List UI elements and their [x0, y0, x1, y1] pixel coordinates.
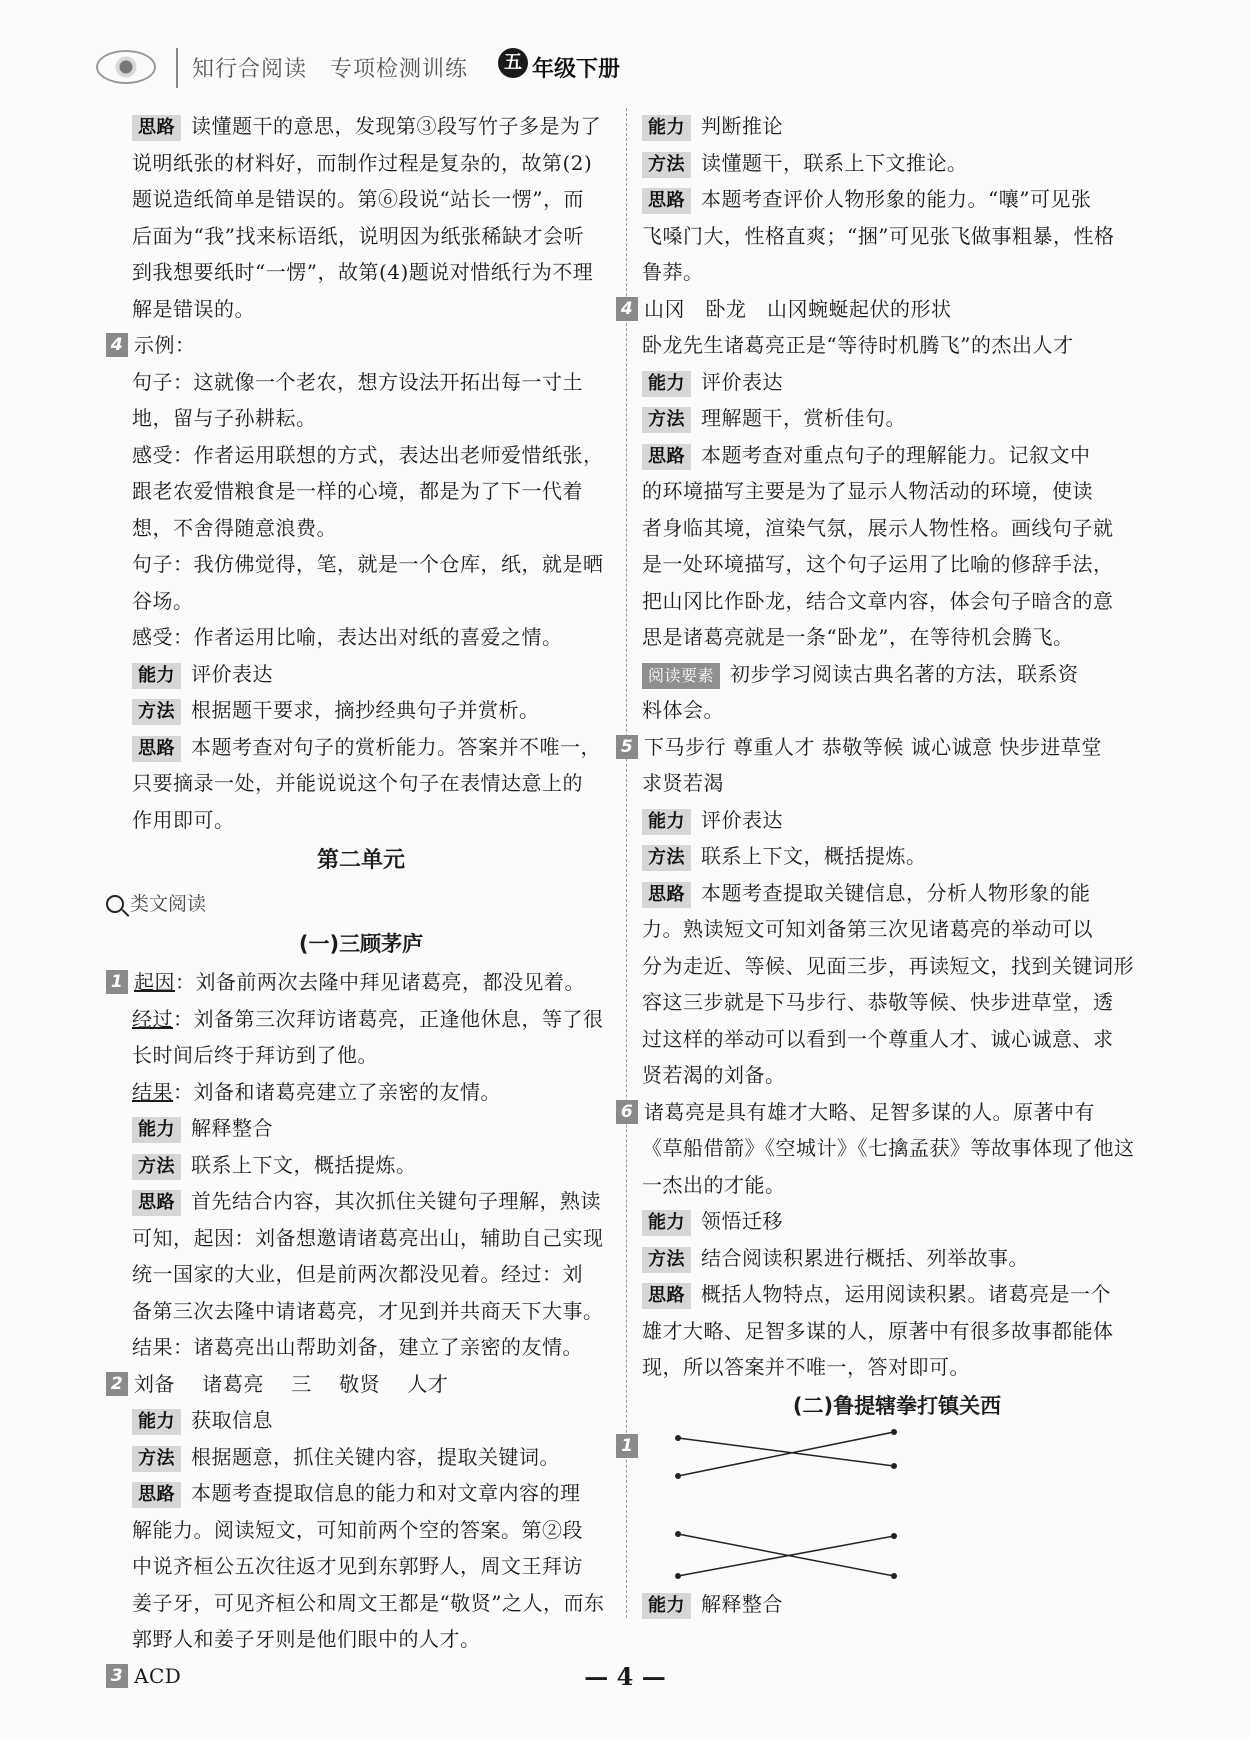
question-number: 1 [106, 970, 128, 994]
right-column [620, 108, 1152, 1622]
category-heading: 类文阅读 [106, 884, 616, 924]
s1q5-nengli: 能力 评价表达 [642, 802, 1152, 839]
s1q3-fangfa: 方法 读懂题干，联系上下文推论。 [642, 145, 1152, 182]
label-nengli: 能力 [642, 115, 691, 141]
text-line: 《草船借箭》《空城计》《七擒孟获》等故事体现了他这 [642, 1136, 1135, 1160]
s1q5-silu: 思路 本题考查提取关键信息，分析人物形象的能 [642, 875, 1152, 912]
match-dot [891, 1463, 897, 1469]
text-line: 解能力。阅读短文，可知前两个空的答案。第②段 [132, 1517, 583, 1542]
question-number: 4 [106, 333, 128, 357]
text-line: 后面为“我”找来标语纸，说明因为纸张稀缺才会听 [132, 223, 584, 248]
column-divider [626, 108, 627, 1618]
text-line: 跟老农爱惜粮食是一样的心境，都是为了下一代着 [132, 479, 583, 503]
publisher-logo-icon [96, 50, 156, 84]
s1q5-fangfa: 方法 联系上下文，概括提炼。 [642, 838, 1152, 875]
text-line: 现，所以答案并不唯一，答对即可。 [642, 1355, 970, 1379]
s1q6-answer: 6 诸葛亮是具有雄才大略、足智多谋的人。原著中有 [616, 1094, 1152, 1131]
left-column [106, 108, 616, 1694]
s1q1-cause: 1 起因：刘备前两次去隆中拜见诸葛亮，都没见着。 [106, 964, 616, 1001]
label-fangfa: 方法 [642, 845, 691, 871]
text-line: 姜子牙，可见齐桓公和周文王都是“敬贤”之人，而东 [132, 1590, 605, 1615]
text-line: 一杰出的才能。 [642, 1172, 786, 1197]
magnifier-icon [106, 895, 124, 913]
text-line: 句子：这就像一个老农，想方设法开拓出每一寸土 [132, 369, 583, 394]
s1q3-nengli: 能力 判断推论 [642, 108, 1152, 145]
label-fangfa: 方法 [132, 699, 181, 725]
match-dot [891, 1533, 897, 1539]
text-line: 求贤若渴 [642, 771, 724, 795]
s1q4-yaosu: 阅读要素 初步学习阅读古典名著的方法，联系资 [642, 656, 1152, 693]
label-yaosu: 阅读要素 [642, 663, 720, 689]
section-title: (一)三顾茅庐 [298, 932, 424, 956]
s1q3-silu: 思路 本题考查评价人物形象的能力。“嚷”可见张 [642, 181, 1152, 218]
page-header [96, 48, 656, 90]
label-silu: 思路 [642, 188, 691, 214]
text-line: 思是诸葛亮就是一条“卧龙”，在等待机会腾飞。 [642, 625, 1074, 649]
s1q2-fangfa: 方法 根据题意，抓住关键内容，提取关键词。 [106, 1439, 616, 1476]
label-fangfa: 方法 [642, 1247, 691, 1273]
label-fangfa: 方法 [642, 152, 691, 178]
page-number: — 4 — [584, 1662, 666, 1691]
q4-nengli: 能力 评价表达 [106, 656, 616, 693]
text-line: 感受：作者运用比喻，表达出对纸的喜爱之情。 [132, 625, 563, 649]
s1q1-fangfa: 方法 联系上下文，概括提炼。 [106, 1147, 616, 1184]
text-line: 容这三步就是下马步行、恭敬等候、快步进草堂，透 [642, 990, 1114, 1014]
text-line: 到我想要纸时“一愣”，故第(4)题说对惜纸行为不理 [132, 260, 594, 284]
match-dot [675, 1473, 681, 1479]
s1q2-nengli: 能力 获取信息 [106, 1402, 616, 1439]
s1q4-nengli: 能力 评价表达 [642, 364, 1152, 401]
label-fangfa: 方法 [132, 1446, 181, 1472]
header-divider [176, 48, 178, 88]
label-nengli: 能力 [642, 1593, 691, 1619]
question-number: 6 [616, 1100, 638, 1124]
grade-badge: 五 [498, 48, 528, 78]
s1q6-silu: 思路 概括人物特点，运用阅读积累。诸葛亮是一个 [642, 1276, 1152, 1313]
s1q1-silu: 思路 首先结合内容，其次抓住关键句子理解，熟读 [106, 1183, 616, 1220]
text-line: 作用即可。 [132, 807, 235, 832]
s1q1-process: 经过：刘备第三次拜访诸葛亮，正逢他休息，等了很 [132, 1006, 604, 1031]
match-dot [891, 1429, 897, 1435]
text-line: 鲁莽。 [642, 260, 704, 284]
label-fangfa: 方法 [132, 1154, 181, 1180]
text-line: 长时间后终于拜访到了他。 [132, 1043, 378, 1067]
s1q1-result: 结果：刘备和诸葛亮建立了亲密的友情。 [132, 1079, 501, 1104]
text-line: 解是错误的。 [132, 296, 255, 321]
text-line: 说明纸张的材料好，而制作过程是复杂的，故第(2) [132, 150, 593, 175]
label-silu: 思路 [132, 1190, 181, 1216]
text-line: 料体会。 [642, 698, 724, 722]
text-line: 统一国家的大业，但是前两次都没见着。经过：刘 [132, 1262, 583, 1286]
q4-fangfa: 方法 根据题干要求，摘抄经典句子并赏析。 [106, 692, 616, 729]
text-line: 的环境描写主要是为了显示人物活动的环境，使读 [642, 479, 1093, 503]
text-line: 想，不舍得随意浪费。 [132, 515, 337, 540]
text-line: 飞嗓门大，性格直爽；“捆”可见张飞做事粗暴，性格 [642, 223, 1115, 248]
text-line: 可知，起因：刘备想邀请诸葛亮出山，辅助自己实现 [132, 1225, 604, 1250]
s1q3-answer: 3 ACD [106, 1658, 616, 1695]
text-line: 句子：我仿佛觉得，笔，就是一个仓库，纸，就是晒 [132, 552, 604, 576]
s1q5-answer: 5 下马步行 尊重人才 恭敬等候 诚心诚意 快步进草堂 [616, 729, 1152, 766]
text-line: 地，留与子孙耕耘。 [132, 406, 317, 430]
text-line: 是一处环境描写，这个句子运用了比喻的修辞手法， [642, 552, 1114, 576]
text-line: 力。熟读短文可知刘备第三次见诸葛亮的举动可以 [642, 917, 1093, 941]
text-line: 题说造纸简单是错误的。第⑥段说“站长一愣”，而 [132, 187, 584, 211]
label-fangfa: 方法 [642, 407, 691, 433]
text-line: 备第三次去隆中请诸葛亮，才见到并共商天下大事。 [132, 1298, 604, 1323]
s1q2-answer: 2 刘备 诸葛亮 三 敬贤 人才 [106, 1366, 616, 1403]
s1q4-silu: 思路 本题考查对重点句子的理解能力。记叙文中 [642, 437, 1152, 474]
q3-silu: 思路 读懂题干的意思，发现第③段写竹子多是为了 [106, 108, 616, 145]
question-number: 4 [616, 297, 638, 321]
question-number: 1 [616, 1434, 638, 1458]
match-dot [675, 1435, 681, 1441]
text-line: 郭野人和姜子牙则是他们眼中的人才。 [132, 1627, 481, 1651]
matching-lines [672, 1426, 932, 1586]
label-silu: 思路 [642, 1283, 691, 1309]
text-line: 分为走近、等候、见面三步，再读短文，找到关键词形 [642, 953, 1134, 978]
label-nengli: 能力 [642, 1210, 691, 1236]
section-title: (二)鲁提辖拳打镇关西 [792, 1393, 1002, 1418]
series-title: 知行合阅读 专项检测训练 [192, 57, 469, 82]
text-line: 谷场。 [132, 588, 194, 613]
text-line: 雄才大略、足智多谋的人，原著中有很多故事都能体 [642, 1318, 1114, 1343]
text-line: 结果：诸葛亮出山帮助刘备，建立了亲密的友情。 [132, 1335, 583, 1359]
match-line [678, 1432, 894, 1476]
text-line: 过这样的举动可以看到一个尊重人才、诚心诚意、求 [642, 1026, 1114, 1051]
label-silu: 思路 [132, 115, 181, 141]
text-line: 只要摘录一处，并能说说这个句子在表情达意上的 [132, 771, 583, 795]
question-number: 3 [106, 1664, 128, 1688]
label-silu: 思路 [642, 882, 691, 908]
q4-silu: 思路 本题考查对句子的赏析能力。答案并不唯一， [106, 729, 616, 766]
text-line: 者身临其境，渲染气氛，展示人物性格。画线句子就 [642, 515, 1114, 540]
label-nengli: 能力 [132, 1409, 181, 1435]
match-line [678, 1438, 894, 1466]
label-nengli: 能力 [132, 1117, 181, 1143]
match-dot [675, 1573, 681, 1579]
label-nengli: 能力 [132, 663, 181, 689]
label-silu: 思路 [132, 736, 181, 762]
text-line: 感受：作者运用联想的方式，表达出老师爱惜纸张， [132, 442, 604, 467]
s1q4-answer: 4 山冈 卧龙 山冈蜿蜒起伏的形状 [616, 291, 1152, 328]
matching-diagram [621, 1426, 1152, 1586]
s1q1-nengli: 能力 解释整合 [106, 1110, 616, 1147]
text-line: 把山冈比作卧龙，结合文章内容，体会句子暗含的意 [642, 588, 1114, 613]
q4-head: 4 示例： [106, 327, 616, 364]
label-silu: 思路 [132, 1482, 181, 1508]
s1q4-fangfa: 方法 理解题干，赏析佳句。 [642, 400, 1152, 437]
text-line: 卧龙先生诸葛亮正是“等待时机腾飞”的杰出人才 [642, 333, 1074, 357]
match-dot [891, 1573, 897, 1579]
grade-text: 年级下册 [532, 57, 621, 82]
label-silu: 思路 [642, 444, 691, 470]
s1q6-nengli: 能力 领悟迁移 [642, 1203, 1152, 1240]
text-line: 贤若渴的刘备。 [642, 1063, 786, 1087]
question-number: 5 [616, 735, 638, 759]
unit-title: 第二单元 [316, 848, 405, 873]
s2q1-nengli: 能力 解释整合 [642, 1586, 1152, 1623]
label-nengli: 能力 [642, 809, 691, 835]
s1q2-silu: 思路 本题考查提取信息的能力和对文章内容的理 [106, 1475, 616, 1512]
question-number: 2 [106, 1372, 128, 1396]
s1q6-fangfa: 方法 结合阅读积累进行概括、列举故事。 [642, 1240, 1152, 1277]
text-line: 中说齐桓公五次往返才见到东郭野人，周文王拜访 [132, 1554, 583, 1578]
label-nengli: 能力 [642, 371, 691, 397]
match-dot [675, 1531, 681, 1537]
